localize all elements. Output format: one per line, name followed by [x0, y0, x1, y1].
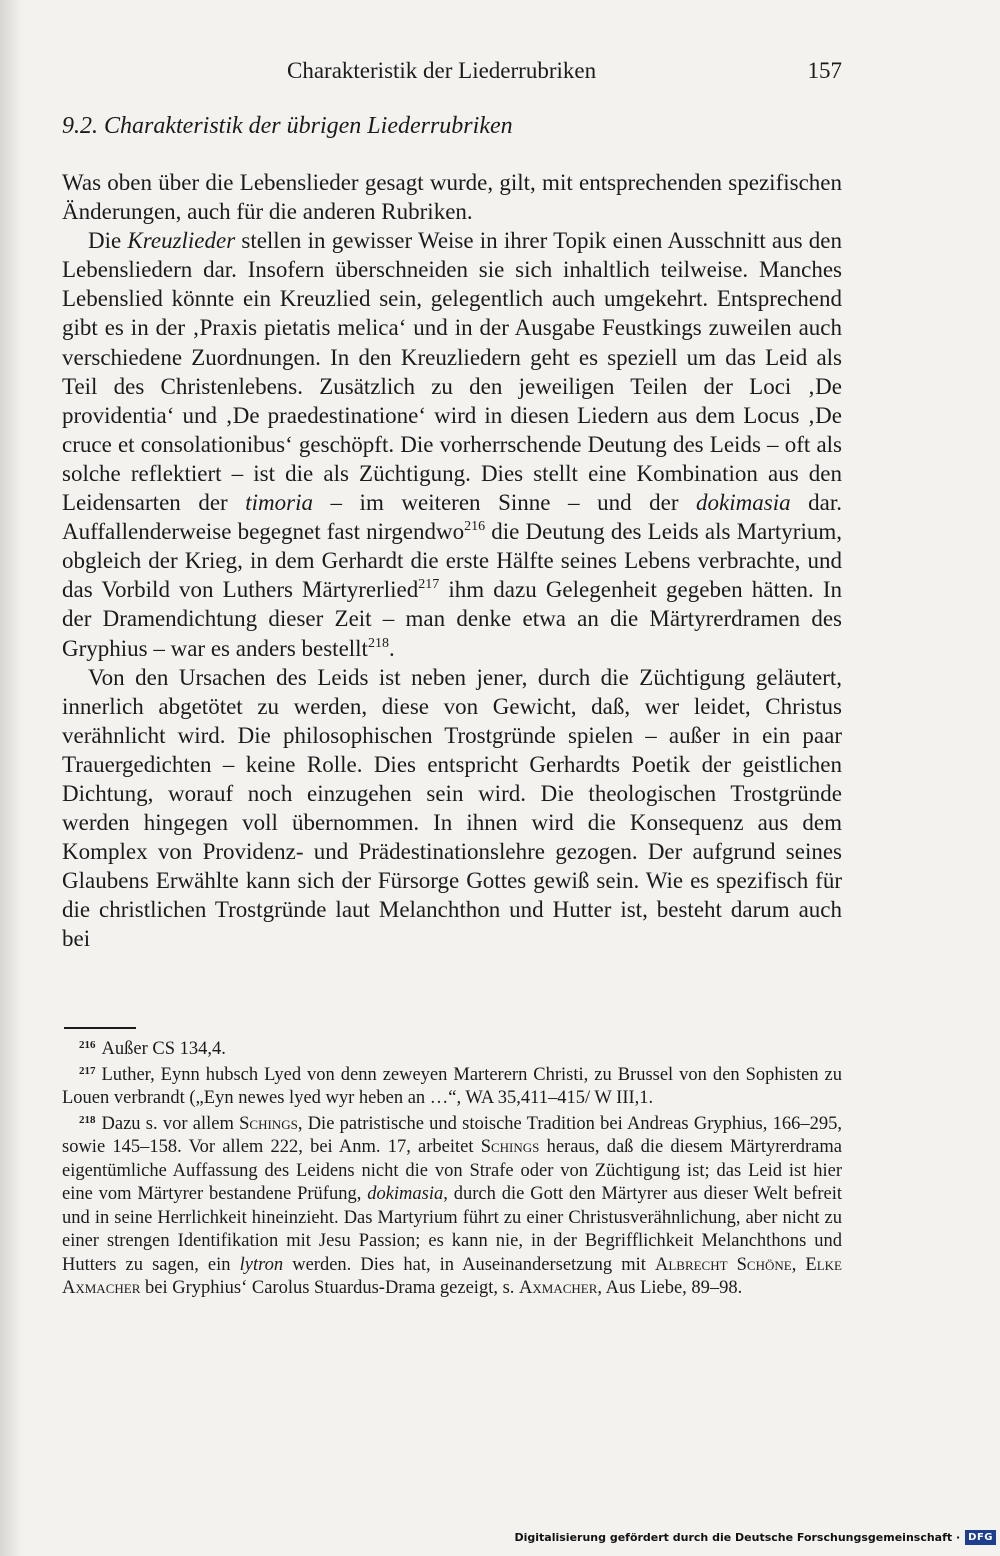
footnote-number: 218: [79, 1113, 96, 1126]
text-run: – im weiteren Sinne – und der: [312, 490, 697, 516]
section-heading: 9.2. Charakteristik der übrigen Liederrubriken: [62, 113, 513, 139]
text-run: ,: [791, 1254, 806, 1275]
text-run: werden. Dies hat, in Auseinandersetzung mit: [283, 1254, 655, 1275]
footnote-218: [62, 1113, 842, 1301]
text-run: .: [388, 635, 395, 661]
emphasis-dokimasia: dokimasia: [367, 1184, 444, 1204]
emphasis-kreuzlieder: Kreuzlieder: [127, 228, 236, 254]
author-name: Elke Axmacher: [62, 1254, 842, 1298]
emphasis-timoria: timoria: [245, 490, 313, 516]
author-name: Albrecht Schöne: [654, 1254, 792, 1275]
author-name: Schings: [239, 1113, 298, 1134]
footnote-ref-217[interactable]: 217: [418, 577, 440, 593]
footnote-216: [62, 1038, 842, 1062]
digitization-notice: [514, 1526, 996, 1548]
footnote-text: Außer CS 134,4.: [101, 1039, 226, 1059]
page-header: [62, 54, 842, 88]
text-run: , Die patristische und stoische Tradition bei Andreas Gryphius, 166–295, sowie 145–158. Vor allem 222, bei Anm. 17, arbeitet: [62, 1113, 842, 1157]
text-run: heraus, daß die diesem Märtyrerdrama eigentümliche Auffassung des Leidens nicht die von Strafe oder von Züchtigung ist; das Leid ist hier eine vom Märtyrer bestandene Prüfung,: [62, 1137, 842, 1204]
footnote-text: Luther, Eynn hubsch Lyed von denn zeweyen Marterern Christi, zu Brussel von den Sophisten zu Louen verbrandt („Eyn newes lyed wyr heben an …“, WA 35,411–415/ W III,1.: [62, 1064, 842, 1108]
text-run: , durch die Gott den Märtyrer aus dieser Welt befreit und in seine Herrlichkeit hineinzieht. Das Martyrium führt zu einer Christusverähnlichung, aber nicht zu einer strengen Identifikation mit Jesu Passion; es kann nie, in der Begrifflichkeit Melanchthons und Hutters zu sagen, ein: [62, 1184, 842, 1275]
text-run: stellen in gewisser Weise in ihrer Topik einen Ausschnitt aus den Lebensliedern dar. Insofern überschneiden sie sich inhaltlich teilweise. Manches Lebenslied könnte ein Kreuzlied sein, gelegentlich auch umgekehrt. Entsprechend gibt es in der ‚Praxis pietatis melica‘ und in der Ausgabe Feustkings zuweilen auch verschiedene Zuordnungen. In den Kreuzliedern geht es speziell um das Leid als Teil des Christenlebens. Zusätzlich zu den jeweiligen Teilen der Loci ‚De providentia‘ und ‚De praedestinatione‘ wird in diesen Liedern aus dem Locus ‚De cruce et consolationibus‘ geschöpft. Die vorherrschende Deutung des Leids – oft als solche reflektiert – ist die als Züchtigung. Dies stellt eine Kombination aus den Leidensarten der: [62, 228, 842, 516]
paragraph-2: [62, 226, 842, 662]
body-text: [62, 168, 842, 954]
text-run: ihm dazu Gelegenheit gegeben hätten. In der Dramendichtung dieser Zeit – man denke etwa an die Märtyrerdramen des Gryphius – war es anders bestellt: [62, 577, 843, 661]
footnote-number: 216: [79, 1039, 96, 1051]
paragraph-1: Was oben über die Lebenslieder gesagt wurde, gilt, mit entsprechenden spezifischen Änderungen, auch für die anderen Rubriken.: [62, 170, 842, 225]
text-run: dar. Auffallenderweise begegnet fast nirgendwo: [62, 490, 842, 545]
footnote-ref-218[interactable]: 218: [367, 635, 389, 651]
footnotes: [62, 1038, 842, 1303]
text-run: , Aus Liebe, 89–98.: [597, 1278, 743, 1298]
author-name: Axmacher: [519, 1278, 598, 1298]
running-title: Charakteristik der Liederrubriken: [287, 58, 597, 83]
digitization-notice-text: Digitalisierung gefördert durch die Deutsche Forschungsgemeinschaft ·: [514, 1530, 961, 1544]
emphasis-lytron: lytron: [239, 1254, 284, 1275]
emphasis-dokimasia: dokimasia: [696, 490, 791, 516]
footnote-ref-216[interactable]: 216: [464, 519, 486, 535]
text-run: Dazu s. vor allem: [101, 1113, 240, 1134]
paragraph-3: Von den Ursachen des Leids ist neben jener, durch die Züchtigung geläutert, innerlich abgetötet zu werden, diese von Gewicht, daß, wer leidet, Christus verähnlicht wird. Die philosophischen Trostgründe spielen – außer in ein paar Trauergedichten – keine Rolle. Dies entspricht Gerhardts Poetik der geistlichen Dichtung, worauf noch einzugehen sein wird. Die theologischen Trostgründe werden hingegen voll übernommen. In ihnen wird die Konsequenz aus dem Komplex von Providenz- und Prädestinationslehre gezogen. Der aufgrund seines Glaubens Erwählte kann sich der Fürsorge Gottes gewiß sein. Wie es spezifisch für die christlichen Trostgründe laut Melanchthon und Hutter ist, besteht darum auch bei: [62, 664, 842, 952]
page-number: 157: [807, 58, 842, 83]
text-run: bei Gryphius‘ Carolus Stuardus-Drama gezeigt, s.: [140, 1278, 520, 1298]
text-run: die Deutung des Leids als Martyrium, obgleich der Krieg, in dem Gerhardt die erste Hälfte seines Lebens verbrachte, und das Vorbild von Luthers Märtyrerlied: [62, 519, 842, 603]
footnote-217: [62, 1064, 842, 1111]
author-name: Schings: [480, 1137, 540, 1157]
footnote-number: 217: [79, 1064, 96, 1077]
footnote-divider: [64, 1027, 136, 1029]
dfg-logo[interactable]: DFG: [965, 1530, 996, 1545]
page-gutter-shadow: [0, 0, 22, 1556]
text-run: Die: [88, 228, 128, 254]
